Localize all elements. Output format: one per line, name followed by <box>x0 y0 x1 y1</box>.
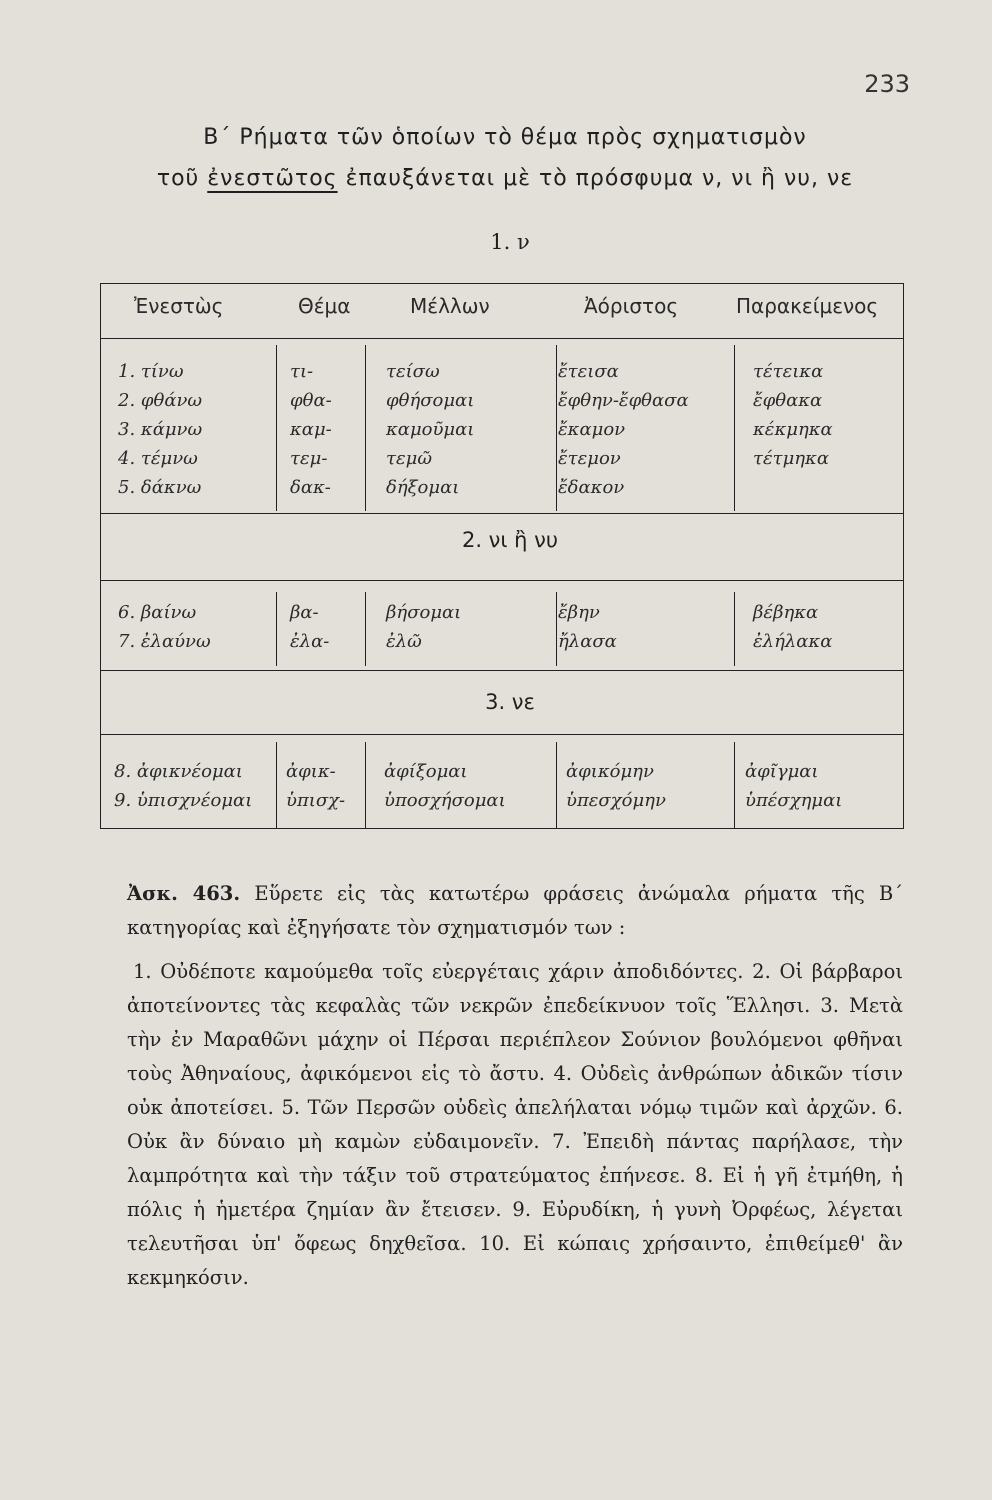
table-section-title-2: 2. νι ἢ νυ <box>461 528 559 552</box>
cell-future: ἐλῶ <box>386 631 422 652</box>
exercise-block <box>127 877 903 1295</box>
exercise-instruction-text: Εὕρετε εἰς τὰς κατωτέρω φράσεις ἀνώμαλα ρήματα τῆς Β΄ κατηγορίας καὶ ἐξηγήσατε τὸν σχηματισμόν των : <box>127 882 904 939</box>
cell-stem: φθα- <box>290 390 332 411</box>
column-rule <box>276 742 277 828</box>
column-rule <box>556 592 557 666</box>
exercise-instruction <box>127 877 903 945</box>
cell-stem: ἀφικ- <box>286 761 336 782</box>
cell-aorist: ἔτεμον <box>558 448 621 469</box>
cell-aorist: ἔκαμον <box>558 419 626 440</box>
header-present: Ἐνεστὼς <box>134 294 224 318</box>
cell-present: 1. τίνω <box>118 361 184 382</box>
cell-aorist: ἤλασα <box>558 631 617 652</box>
cell-future: φθήσομαι <box>386 390 475 411</box>
cell-present: 7. ἐλαύνω <box>118 631 211 652</box>
cell-future: ἀφίξομαι <box>384 761 468 782</box>
section-heading-line-2 <box>100 166 910 191</box>
cell-present: 3. κάμνω <box>118 419 203 440</box>
cell-perfect: βέβηκα <box>753 602 819 623</box>
header-aorist: Ἀόριστος <box>584 294 679 318</box>
page-number: 233 <box>864 70 910 98</box>
cell-stem: τεμ- <box>290 448 328 469</box>
column-rule <box>734 592 735 666</box>
cell-aorist: ἔβην <box>558 602 600 623</box>
cell-perfect: ὑπέσχημαι <box>745 790 843 811</box>
column-rule <box>365 345 366 511</box>
cell-present: 8. ἀφικνέομαι <box>114 761 243 782</box>
cell-perfect: κέκμηκα <box>753 419 833 440</box>
cell-aorist: ἔφθην-ἔφθασα <box>558 390 689 411</box>
cell-perfect: τέτμηκα <box>753 448 830 469</box>
cell-future: δήξομαι <box>386 477 460 498</box>
cell-aorist: ἀφικόμην <box>566 761 654 782</box>
header-perfect: Παρακείμενος <box>736 294 879 318</box>
cell-aorist: ὑπεσχόμην <box>566 790 666 811</box>
cell-present: 5. δάκνω <box>118 477 202 498</box>
table-rule <box>100 513 904 514</box>
table-rule <box>100 580 904 581</box>
header-future: Μέλλων <box>410 294 490 318</box>
cell-future: βήσομαι <box>386 602 462 623</box>
cell-stem: βα- <box>290 602 319 623</box>
table-rule <box>100 734 904 735</box>
cell-perfect: τέτεικα <box>753 361 824 382</box>
cell-future: καμοῦμαι <box>386 419 475 440</box>
cell-perfect: ἔφθακα <box>753 390 823 411</box>
cell-stem: ὑπισχ- <box>286 790 346 811</box>
heading-suffix: ἐπαυξάνεται μὲ τὸ πρόσφυμα ν, νι ἢ νυ, νε <box>337 166 854 191</box>
exercise-sentences-text: 1. Οὐδέποτε καμούμεθα τοῖς εὐεργέταις χάριν ἀποδιδόντες. 2. Οἱ βάρβαροι ἀποτείνοντες τὰς κεφαλὰς τῶν νεκρῶν ἐπεδείκνυον τοῖς Ἕλλησι. 3. Μετὰ τὴν ἐν Μαραθῶνι μάχην οἱ Πέρσαι περιέπλεον Σούνιον βουλόμενοι φθῆναι τοὺς Ἀθηναίους, ἀφικόμενοι εἰς τὸ ἄστυ. 4. Οὐδεὶς ἀνθρώπων ἀδικῶν τίσιν οὐκ ἀποτείσει. 5. Τῶν Περσῶν οὐδεὶς ἀπελήλαται νόμῳ τιμῶν καὶ ἀρχῶν. 6. Οὐκ ἂν δύναιο μὴ καμὼν εὐδαιμονεῖν. 7. Ἐπειδὴ πάντας παρήλασε, τὴν λαμπρότητα καὶ τὴν τάξιν τοῦ στρατεύματος ἐπήνεσε. 8. Εἰ ἡ γῆ ἐτμήθη, ἡ πόλις ἡ ἡμετέρα ζημίαν ἂν ἔτεισεν. 9. Εὐρυδίκη, ἡ γυνὴ Ὀρφέως, λέγεται τελευτῆσαι ὑπ' ὄφεως δηχθεῖσα. 10. Εἰ κώπαις χρήσαιντο, ἐπιθείμεθ' ἂν κεκμηκόσιν. <box>127 960 903 1289</box>
exercise-label: Ἀσκ. 463. <box>127 882 241 905</box>
table-section-title-1: 1. ν <box>490 230 530 254</box>
cell-stem: δακ- <box>290 477 331 498</box>
column-rule <box>276 345 277 511</box>
table-section-title-3: 3. νε <box>485 690 535 714</box>
cell-stem: ἐλα- <box>290 631 330 652</box>
exercise-sentences <box>127 955 903 1295</box>
cell-future: ὑποσχήσομαι <box>384 790 506 811</box>
heading-prefix: τοῦ <box>156 166 208 191</box>
cell-stem: καμ- <box>290 419 332 440</box>
cell-present: 6. βαίνω <box>118 602 197 623</box>
column-rule <box>734 742 735 828</box>
cell-future: τεμῶ <box>386 448 432 469</box>
cell-future: τείσω <box>386 361 440 382</box>
column-rule <box>365 592 366 666</box>
header-stem: Θέμα <box>298 294 351 318</box>
column-rule <box>556 345 557 511</box>
cell-perfect: ἐλήλακα <box>753 631 833 652</box>
cell-present: 4. τέμνω <box>118 448 198 469</box>
cell-aorist: ἔδακον <box>558 477 625 498</box>
heading-underlined-word: ἐνεστῶτος <box>207 166 338 191</box>
column-rule <box>734 345 735 511</box>
cell-aorist: ἔτεισα <box>558 361 619 382</box>
cell-present: 9. ὑπισχνέομαι <box>114 790 253 811</box>
cell-perfect: ἀφῖγμαι <box>745 761 819 782</box>
cell-stem: τι- <box>290 361 314 382</box>
cell-present: 2. φθάνω <box>118 390 203 411</box>
column-rule <box>276 592 277 666</box>
column-rule <box>365 742 366 828</box>
table-rule <box>100 670 904 671</box>
section-heading-line-1: Β΄ Ρήματα τῶν ὁποίων τὸ θέμα πρὸς σχηματισμὸν <box>203 125 807 150</box>
table-rule <box>100 338 904 339</box>
column-rule <box>556 742 557 828</box>
